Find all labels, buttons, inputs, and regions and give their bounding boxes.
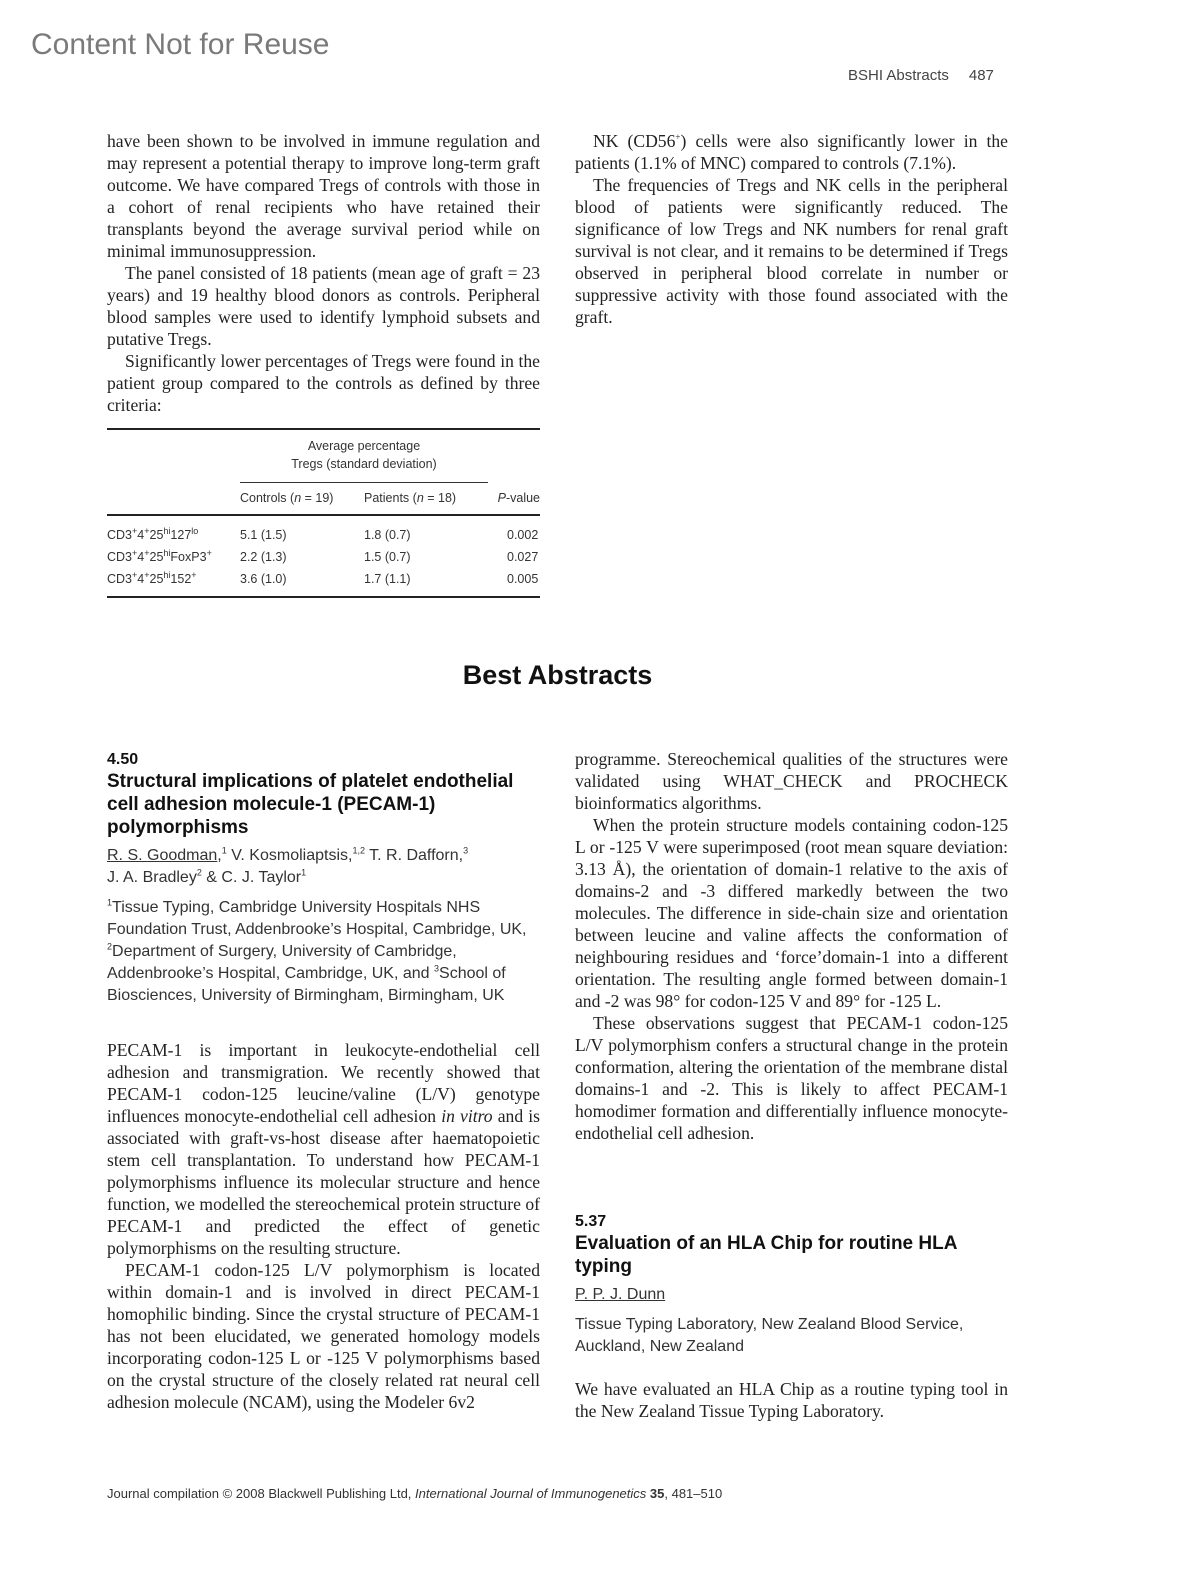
abstract-body <box>575 1378 1008 1422</box>
table-row <box>107 524 540 546</box>
cell-controls: 3.6 (1.0) <box>240 572 287 586</box>
top-right-column <box>575 130 1008 328</box>
author-presenting: P. P. J. Dunn <box>575 1286 666 1303</box>
row-label: $CD3^+4^+25^{hi}127^{lo}$ <box>107 525 199 542</box>
table-row <box>107 568 540 597</box>
cell-p-value: 0.002 <box>507 528 539 542</box>
table-group-header: Average percentage Tregs (standard deviation) <box>291 439 437 471</box>
paragraph: We have evaluated an HLA Chip as a routine typing tool in the New Zealand Tissue Typing Laboratory. <box>575 1379 1008 1421</box>
abstract-number: 5.37 <box>575 1213 607 1230</box>
running-head-title: BSHI Abstracts <box>848 67 949 84</box>
abstract-number: 4.50 <box>107 751 139 768</box>
cell-controls: 5.1 (1.5) <box>240 528 287 542</box>
cell-patients: 1.7 (1.1) <box>364 572 411 586</box>
paragraph: Significantly lower percentages of Tregs were found in the patient group compared to the controls as defined by three criteria: <box>107 351 540 415</box>
table-row <box>107 546 540 568</box>
paragraph: programme. Stereochemical qualities of the structures were validated using WHAT_CHECK and PROCHECK bioinformatics algorithms. <box>575 749 1008 813</box>
affiliations: Tissue Typing Laboratory, New Zealand Blood Service, Auckland, New Zealand <box>575 1316 964 1355</box>
volume: 35 <box>649 1486 665 1501</box>
author-list: R. S. Goodman,$^1$ V. Kosmoliaptsis,$^{1,2}$ T. R. Dafforn,$^3$ J. A. Bradley$^2$ & C. J. Taylor$^1$ <box>107 845 469 886</box>
section-title: Best Abstracts <box>462 660 653 690</box>
journal-name: International Journal of Immunogenetics <box>415 1486 647 1501</box>
paragraph: NK (CD56+) cells were also significantly lower in the patients (1.1% of MNC) compared to controls (7.1%). <box>575 131 1008 173</box>
paragraph: The frequencies of Tregs and NK cells in the peripheral blood of patients were significantly reduced. The significance of low Tregs and NK numbers for renal graft survival is not clear, and it remains to be determined if Tregs observed in peripheral blood correlate in number or suppressive activity with those found associated with the graft. <box>575 175 1008 327</box>
author: C. J. Taylor <box>221 869 302 886</box>
author: T. R. Dafforn, <box>369 847 464 864</box>
page-number: 487 <box>968 67 994 84</box>
cell-patients: 1.5 (0.7) <box>364 550 411 564</box>
paragraph: PECAM-1 is important in leukocyte-endothelial cell adhesion and transmigration. We recently showed that PECAM-1 codon-125 leucine/valine (L/V) genotype influences monocyte-endothelial cell adhesion in vitro and is associated with graft-vs-host disease after haematopoietic stem cell transplantation. To understand how PECAM-1 polymorphisms influence its molecular structure and hence function, we modelled the stereochemical protein structure of PECAM-1 and predicted the effect of genetic polymorphisms on the resulting structure. <box>107 1040 541 1258</box>
author-presenting: R. S. Goodman <box>107 847 218 864</box>
author: J. A. Bradley <box>107 869 197 886</box>
row-label: $CD3^+4^+25^{hi}FoxP3^+$ <box>107 547 212 564</box>
abstract-4-50-continued <box>575 748 1008 1144</box>
abstract-5-37 <box>575 1212 1008 1422</box>
top-left-column <box>107 130 540 598</box>
running-head <box>848 67 994 84</box>
paragraph: The panel consisted of 18 patients (mean age of graft = 23 years) and 19 healthy blood donors as controls. Peripheral blood samples were used to identify lymphoid subsets and putative Tregs. <box>107 263 540 349</box>
cell-p-value: 0.027 <box>507 550 539 564</box>
cell-patients: 1.8 (0.7) <box>364 528 411 542</box>
author-list <box>575 1284 1008 1306</box>
footer: Journal compilation © 2008 Blackwell Publishing Ltd, International Journal of Immunogenetics 35, 481–510 <box>107 1486 723 1501</box>
affiliations: $^1$Tissue Typing, Cambridge University Hospitals NHS Foundation Trust, Addenbrooke’s Hospital, Cambridge, UK, $^2$Department of Surgery, University of Cambridge, Addenbrooke’s Hospital, Cambridge, UK, and $^3$School of Biosciences, University of Birmingham, Birmingham, UK <box>107 897 527 1004</box>
paragraph: have been shown to be involved in immune regulation and may represent a potential therapy to improve long-term graft outcome. We have compared Tregs of controls with those in a cohort of renal recipients who have retained their transplants beyond the average survival period while on minimal immunosuppression. <box>107 131 540 261</box>
abstract-title: Evaluation of an HLA Chip for routine HLA typing <box>575 1233 957 1277</box>
cell-controls: 2.2 (1.3) <box>240 550 287 564</box>
paragraph: When the protein structure models containing codon-125 L or -125 V were superimposed (root mean square deviation: 3.13 Å), the orientation of domain-1 relative to the axis of domains-2 and -3 differed markedly between the two molecules. The difference in side-chain size and orientation between leucine and valine affects the conformation of neighbouring residues and ‘force’domain-1 into a different orientation. The resulting angle formed between domain-1 and -2 was 98° for codon-125 V and 89° for -125 L. <box>575 815 1008 1011</box>
column-header-controls: Controls (n = 19) <box>240 491 334 506</box>
abstract-title: Structural implications of platelet endothelial cell adhesion molecule-1 (PECAM-1) polymorphisms <box>107 771 514 838</box>
author: V. Kosmoliaptsis, <box>231 847 353 864</box>
tregs-table <box>107 428 540 598</box>
abstract-body <box>107 1039 540 1413</box>
column-header-p-value: P-value <box>497 491 540 505</box>
column-header-patients: Patients (n = 18) <box>364 491 457 506</box>
cell-p-value: 0.005 <box>507 572 539 586</box>
watermark: Content Not for Reuse <box>31 28 330 61</box>
paragraph: These observations suggest that PECAM-1 codon-125 L/V polymorphism confers a structural change in the protein conformation, altering the orientation of the membrane distal domains-1 and -2. This is likely to affect PECAM-1 homodimer formation and differentially influence monocyte-endothelial cell adhesion. <box>575 1013 1008 1143</box>
paragraph: PECAM-1 codon-125 L/V polymorphism is located within domain-1 and is involved in direct PECAM-1 homophilic binding. Since the crystal structure of PECAM-1 has not been elucidated, we generated homology models incorporating codon-125 L or -125 V polymorphisms based on the crystal structure of the closely related rat neural cell adhesion molecule (NCAM), using the Modeler 6v2 <box>107 1260 540 1412</box>
row-label: $CD3^+4^+25^{hi}152^+$ <box>107 569 197 586</box>
abstract-4-50 <box>107 750 540 1413</box>
